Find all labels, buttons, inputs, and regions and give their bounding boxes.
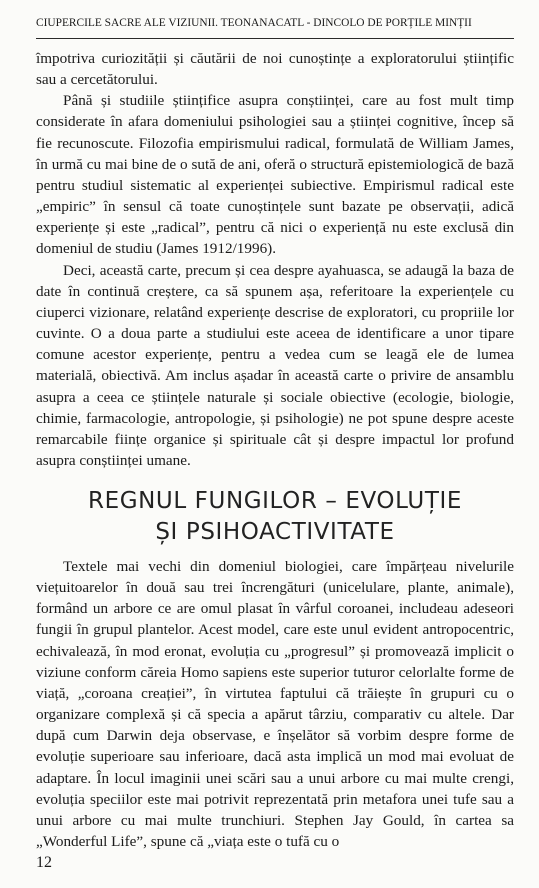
- section-text: [36, 556, 514, 852]
- paragraph-continued: împotriva curiozității și căutării de noi cunoștințe a exploratorului științific sau a cercetătorului.: [36, 50, 514, 89]
- page-number: 12: [36, 854, 52, 871]
- paragraph-consciousness-studies: Până și studiile științifice asupra conștiinței, care au fost mult timp considerate în afara domeniului psihologiei sau a științei cognitive, încep să fie recunoscute. Filozofia empirismului radical, formulată de William James, în urmă cu mai bine de o sută de ani, oferă o structură epistemiologică de bază pentru studiul sistematic al experienței subiective. Empirismul radical este „empiric” în sensul că toate cunoștințele sunt bazate pe observații, adică experiențe și este „radical”, pentru că nici o experiență nu este exclusă din domeniul de studiu (James 1912/1996).: [36, 92, 514, 258]
- paragraph-fungi-evolution: Textele mai vechi din domeniul biologiei, care împărțeau nivelurile viețuitoarelor în două sau trei încrengături (unicelulare, plante, animale), formând un arbore ce are omul plasat în vârful coroanei, includeau adeseori fungii în grupul plantelor. Acest model, care este unul evident antropocentric, echivalează, în mod eronat, evoluția cu „progresul” și promovează implicit o viziune conform căreia Homo sapiens este superior tuturor celorlalte forme de viață, „coroana creației”, în virtutea faptului că trăiește în grupuri cu o organizare complexă și că specia a apărut târziu, comparativ cu altele. Dar după cum Darwin deja observase, e înșelător să vorbim despre forme de evoluție superioare sau inferioare, dacă asta implică un mod mai evoluat de adaptare. În locul imaginii unei scări sau a unui arbore cu mai multe crengi, evoluția speciilor este mai potrivit reprezentată prin metafora unei tufe sau a unui arbore cu mai multe trunchiuri. Stephen Jay Gould, în cartea sa „Wonderful Life”, spune că „viața este o tufă cu o: [36, 558, 514, 851]
- section-heading-line-2: ȘI PSIHOACTIVITATE: [155, 519, 395, 545]
- section-heading: [36, 486, 514, 548]
- section-heading-line-1: REGNUL FUNGILOR – EVOLUȚIE: [87, 488, 462, 514]
- body-text: [36, 48, 514, 471]
- header-rule: [36, 38, 514, 39]
- paragraph-book-purpose: Deci, această carte, precum și cea despre ayahuasca, se adaugă la baza de date în continuă creștere, ca să spunem așa, referitoare la experiențele cu ciuperci vizionare, relatând experiențe descrise de exploratori, cu propriile lor cuvinte. O a doua parte a studiului este aceea de identificare a unor tipare comune acestor experiențe, pentru a vedea cum se leagă ele de lumea materială, obiectivă. Am inclus așadar în această carte o privire de ansamblu asupra a ceea ce științele naturale și sociale obiective (ecologie, biologie, chimie, farmacologie, antropologie, și psihologie) ne pot spune despre aceste remarcabile ființe organice și spirituale cât și despre impactul lor profund asupra conștiinței umane.: [36, 261, 514, 469]
- running-header: CIUPERCILE SACRE ALE VIZIUNII. TEONANACATL - DINCOLO DE PORȚILE MINȚII: [36, 17, 472, 29]
